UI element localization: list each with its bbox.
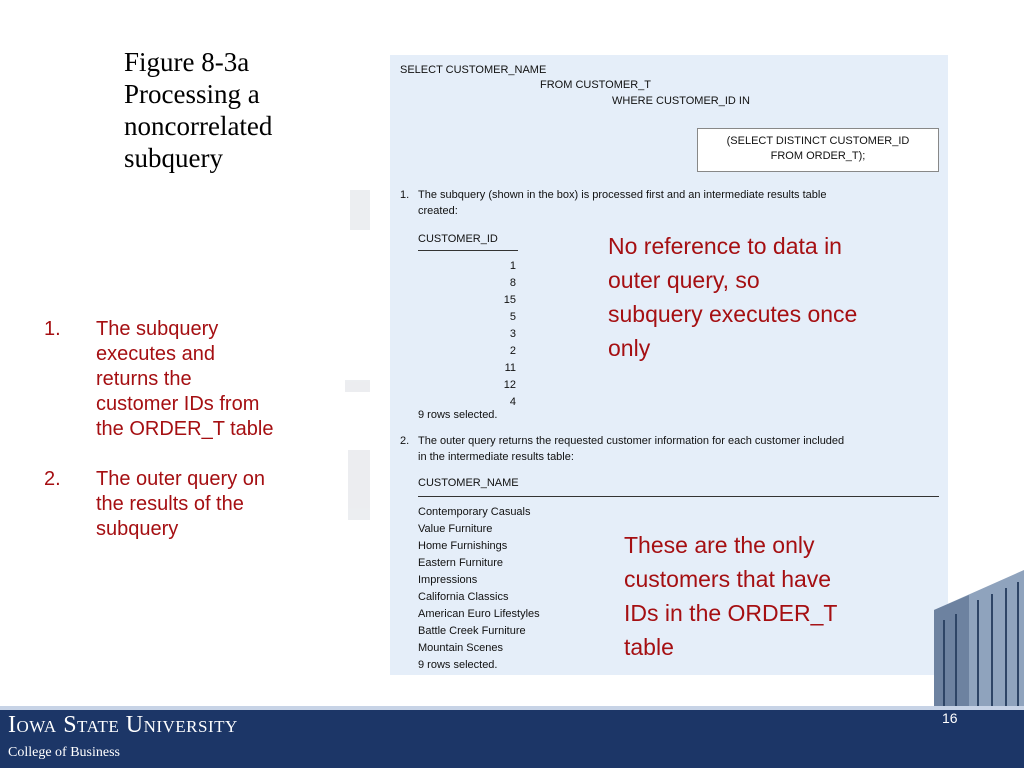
list-item: Value Furniture (418, 523, 493, 535)
title-line: Figure 8-3a (124, 47, 250, 77)
step-number: 1. (44, 318, 61, 340)
list-item: Eastern Furniture (418, 557, 503, 569)
step-line: The outer query on (96, 468, 265, 490)
steps-list (44, 317, 324, 567)
customer-name-header: CUSTOMER_NAME (418, 477, 519, 489)
step-line: customer IDs from (96, 393, 260, 415)
callout-line: These are the only (624, 532, 815, 558)
customer-name-list (418, 504, 540, 674)
subquery-box (697, 128, 939, 172)
step-item (44, 317, 324, 442)
sql-where: WHERE CUSTOMER_ID IN (612, 95, 750, 107)
list-item: 3 (509, 328, 516, 340)
title-line: noncorrelated (124, 111, 273, 141)
list-item: 11 (504, 362, 516, 374)
page-number: 16 (942, 710, 958, 726)
step-line: the ORDER_T table (96, 418, 274, 440)
step1-text: The subquery (shown in the box) is processed first and an intermediate results table (418, 189, 827, 201)
list-item: Contemporary Casuals (418, 506, 531, 518)
university-logo: Iowa State University (8, 712, 238, 738)
sql-select: SELECT CUSTOMER_NAME (400, 64, 547, 76)
list-item: American Euro Lifestyles (418, 608, 540, 620)
subquery-line: (SELECT DISTINCT CUSTOMER_ID (726, 135, 910, 147)
step1-number: 1. (400, 189, 410, 201)
list-item: 1 (509, 260, 516, 272)
callout-line: No reference to data in (608, 233, 842, 259)
customer-id-list (490, 258, 516, 411)
callout-only-customers (624, 528, 924, 664)
step1-text: created: (418, 205, 458, 217)
list-item: 15 (503, 294, 516, 306)
figure-title (124, 46, 272, 174)
step-item (44, 467, 324, 542)
step-line: executes and (96, 343, 215, 365)
title-line: Processing a (124, 79, 260, 109)
step2-text: in the intermediate results table: (418, 451, 574, 463)
step2-number: 2. (400, 435, 410, 447)
callout-line: subquery executes once (608, 301, 858, 327)
step-line: returns the (96, 368, 192, 390)
list-item: Battle Creek Furniture (418, 625, 526, 637)
list-item: Home Furnishings (418, 540, 508, 552)
list-item: California Classics (418, 591, 509, 603)
college-name: College of Business (8, 745, 120, 760)
callout-line: table (624, 634, 674, 660)
step2-text: The outer query returns the requested customer information for each customer included (418, 435, 845, 447)
list-item: 12 (503, 379, 516, 391)
callout-line: outer query, so (608, 267, 760, 293)
list-item: 8 (509, 277, 516, 289)
sql-from: FROM CUSTOMER_T (540, 79, 652, 91)
step-line: the results of the (96, 493, 244, 515)
rows-selected: 9 rows selected. (418, 659, 498, 671)
callout-line: customers that have (624, 566, 832, 592)
list-item: Mountain Scenes (418, 642, 503, 654)
subquery-line: FROM ORDER_T); (770, 150, 866, 162)
building-image (914, 570, 1024, 715)
step-line: The subquery (96, 318, 219, 340)
header-rule (418, 250, 518, 251)
list-item: 2 (509, 345, 516, 357)
rows-selected: 9 rows selected. (418, 409, 498, 421)
callout-no-reference (608, 229, 928, 365)
list-item: 4 (509, 396, 516, 408)
step-line: subquery (96, 518, 179, 540)
customer-id-header: CUSTOMER_ID (418, 233, 498, 245)
header-rule (418, 496, 939, 497)
list-item: Impressions (418, 574, 478, 586)
callout-line: IDs in the ORDER_T (624, 600, 838, 626)
title-line: subquery (124, 143, 223, 173)
callout-line: only (608, 335, 651, 361)
step-number: 2. (44, 468, 61, 490)
list-item: 5 (509, 311, 516, 323)
